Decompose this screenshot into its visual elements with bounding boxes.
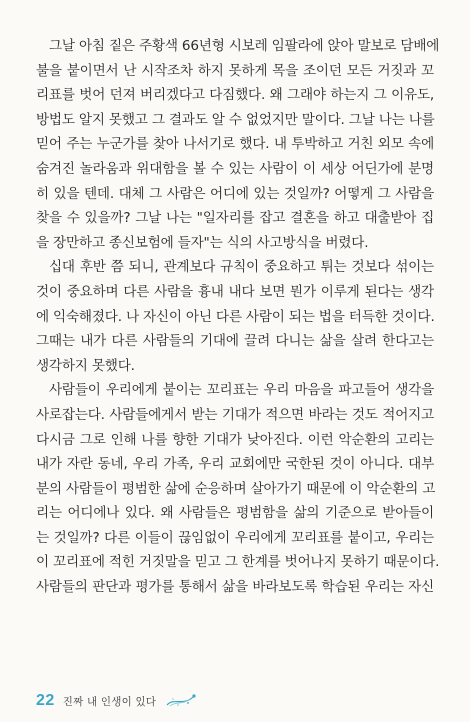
page-footer: [36, 690, 198, 712]
sparkle-swirl-icon: [164, 693, 198, 709]
text-line: 십대 후반 쯤 되니, 관계보다 규칙이 중요하고 튀는 것보다 섞이는: [49, 259, 434, 276]
text-line: 그때는 내가 다른 사람들의 기대에 끌려 다니는 삶을 살려 한다고는: [36, 333, 434, 350]
body-text: [36, 34, 440, 600]
text-line: 사람들의 판단과 평가를 통해서 삶을 바라보도록 학습된 우리는 자신: [36, 579, 434, 596]
text-line: 그날 아침 짙은 주황색 66년형 시보레 임팔라에 앉아 말보로 담배에: [49, 38, 440, 54]
running-title: 진짜 내 인생이 있다: [62, 695, 157, 708]
text-line: 을 장만하고 종신보험에 들자"는 식의 사고방식을 버렸다.: [36, 234, 369, 251]
text-line: 사람들이 우리에게 붙이는 꼬리표는 우리 마음을 파고들어 생각을: [49, 382, 434, 399]
page-number: 22: [36, 692, 55, 709]
text-line: 찾을 수 있을까? 그날 나는 "일자리를 잡고 결혼을 하고 대출받아 집: [36, 210, 434, 227]
text-line: 불을 붙이면서 난 시작조차 하지 못하게 목을 조이던 모든 거짓과 꼬: [36, 62, 434, 79]
text-line: 사로잡는다. 사람들에게서 받는 기대가 적으면 바라는 것도 적어지고: [36, 406, 434, 423]
text-line: 리표를 벗어 던져 버리겠다고 다짐했다. 왜 그래야 하는지 그 이유도,: [36, 87, 434, 104]
text-line: 다시금 그로 인해 나를 향한 기대가 낮아진다. 이런 악순환의 고리는: [36, 431, 434, 448]
text-line: 이 꼬리표에 적힌 거짓말을 믿고 그 한계를 벗어나지 못하기 때문이다.: [36, 554, 440, 571]
text-line: 내가 자란 동네, 우리 가족, 우리 교회에만 국한된 것이 아니다. 대부: [36, 456, 434, 473]
text-line: 숨겨진 놀라움과 위대함을 볼 수 있는 사람이 이 세상 어딘가에 분명: [36, 160, 434, 177]
text-line: 방법도 알지 못했고 그 결과도 알 수 없었지만 말이다. 그날 나는 나를: [36, 111, 435, 128]
text-line: 생각하지 못했다.: [36, 357, 135, 374]
text-line: 것이 중요하며 다른 사람을 흉내 내다 보면 뭔가 이루게 된다는 생각: [36, 283, 434, 300]
text-line: 분의 사람들이 평범한 삶에 순응하며 살아가기 때문에 이 악순환의 고: [36, 480, 436, 497]
text-line: 믿어 주는 누군가를 찾아 나서기로 했다. 내 투박하고 거친 외모 속에: [36, 136, 434, 153]
text-line: 리는 어디에나 있다. 왜 사람들은 평범함을 삶의 기준으로 받아들이: [36, 505, 434, 522]
text-line: 히 있을 텐데. 대체 그 사람은 어디에 있는 것일까? 어떻게 그 사람을: [36, 185, 434, 202]
text-line: 는 것일까? 다른 이들이 끊임없이 우리에게 꼬리표를 붙이고, 우리는: [36, 529, 434, 546]
text-line: 에 익숙해졌다. 나 자신이 아닌 다른 사람이 되는 법을 터득한 것이다.: [36, 308, 435, 325]
